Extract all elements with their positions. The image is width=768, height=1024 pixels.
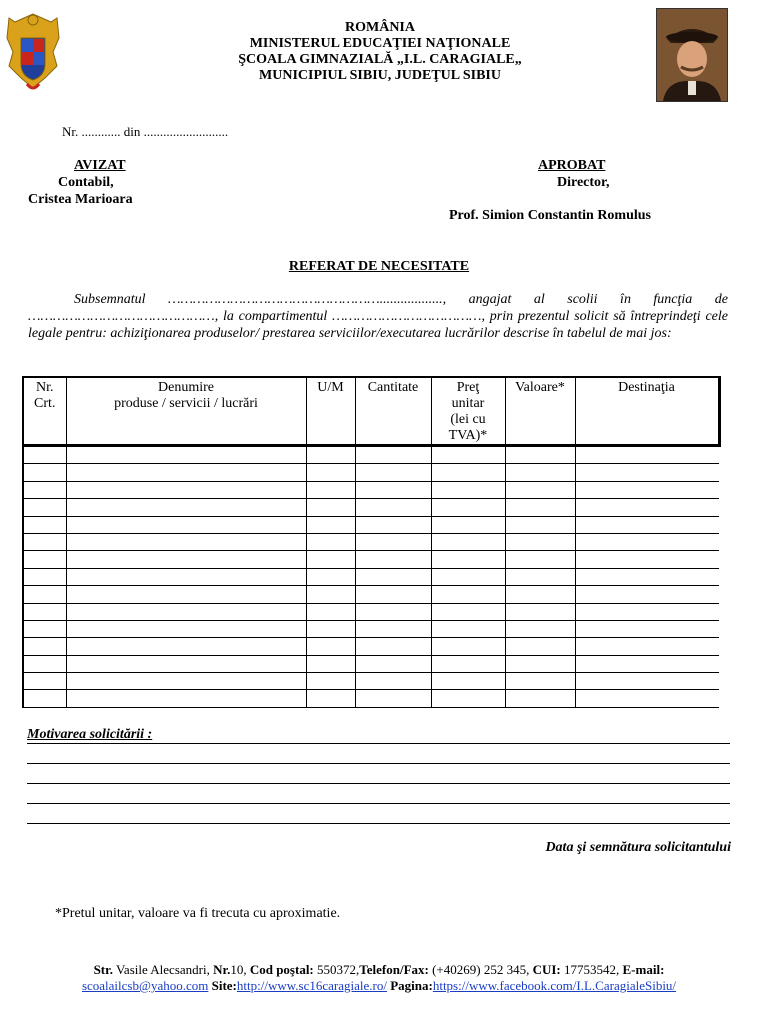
aprobat-heading: APROBAT	[538, 158, 606, 173]
table-cell[interactable]	[306, 481, 355, 498]
table-cell[interactable]	[355, 533, 431, 550]
email-label: E-mail:	[622, 962, 665, 977]
table-cell[interactable]	[66, 655, 306, 672]
table-cell[interactable]	[505, 446, 575, 464]
facebook-link[interactable]: https://www.facebook.com/I.L.CaragialeSibiu/	[432, 978, 677, 993]
table-cell[interactable]	[431, 586, 505, 603]
table-cell[interactable]	[431, 446, 505, 464]
table-cell[interactable]	[306, 586, 355, 603]
table-row	[23, 655, 719, 672]
table-cell[interactable]	[306, 655, 355, 672]
table-row	[23, 690, 719, 707]
table-cell[interactable]	[306, 620, 355, 637]
table-cell[interactable]	[431, 620, 505, 637]
table-cell[interactable]	[23, 690, 66, 707]
table-cell[interactable]	[575, 446, 719, 464]
table-cell[interactable]	[355, 481, 431, 498]
avizat-heading: AVIZAT	[74, 158, 126, 173]
motivation-line[interactable]	[27, 783, 730, 784]
table-cell[interactable]	[431, 481, 505, 498]
table-cell[interactable]	[23, 516, 66, 533]
table-cell[interactable]	[431, 673, 505, 690]
table-cell[interactable]	[23, 533, 66, 550]
table-cell[interactable]	[355, 690, 431, 707]
table-cell[interactable]	[431, 464, 505, 481]
table-cell[interactable]	[66, 690, 306, 707]
table-cell[interactable]	[306, 690, 355, 707]
cui-label: CUI:	[532, 962, 561, 977]
table-cell[interactable]	[355, 499, 431, 516]
table-cell[interactable]	[355, 673, 431, 690]
table-cell[interactable]	[306, 568, 355, 585]
table-row	[23, 533, 719, 550]
col-header-um: U/M	[306, 377, 355, 446]
table-row	[23, 673, 719, 690]
table-cell[interactable]	[306, 673, 355, 690]
table-cell[interactable]	[431, 499, 505, 516]
table-cell[interactable]	[575, 673, 719, 690]
table-cell[interactable]	[575, 603, 719, 620]
header-school: ŞCOALA GIMNAZIALĂ „I.L. CARAGIALE„	[238, 52, 522, 67]
table-cell[interactable]	[505, 568, 575, 585]
table-cell[interactable]	[575, 620, 719, 637]
table-cell[interactable]	[505, 673, 575, 690]
table-cell[interactable]	[23, 673, 66, 690]
table-cell[interactable]	[66, 464, 306, 481]
avizat-role: Contabil,	[58, 175, 114, 190]
table-cell[interactable]	[23, 551, 66, 568]
table-cell[interactable]	[306, 603, 355, 620]
table-cell[interactable]	[23, 620, 66, 637]
table-cell[interactable]	[355, 586, 431, 603]
page-label: Pagina:	[386, 978, 433, 993]
table-row	[23, 638, 719, 655]
table-cell[interactable]	[431, 690, 505, 707]
motivation-line[interactable]	[27, 803, 730, 804]
table-cell[interactable]	[505, 620, 575, 637]
col-header-valoare: Valoare*	[505, 377, 575, 446]
aprobat-name: Prof. Simion Constantin Romulus	[449, 208, 652, 223]
motivation-line[interactable]	[27, 823, 730, 824]
table-cell[interactable]	[575, 481, 719, 498]
table-cell[interactable]	[505, 655, 575, 672]
table-cell[interactable]	[66, 603, 306, 620]
motivation-label: Motivarea solicitării :	[27, 727, 153, 742]
col-header-nr: Nr. Crt.	[23, 377, 66, 446]
table-cell[interactable]	[23, 446, 66, 464]
table-cell[interactable]	[355, 620, 431, 637]
table-cell[interactable]	[306, 516, 355, 533]
table-row	[23, 464, 719, 481]
header-country: ROMÂNIA	[345, 20, 415, 35]
table-cell[interactable]	[306, 638, 355, 655]
table-cell[interactable]	[575, 516, 719, 533]
table-cell[interactable]	[431, 516, 505, 533]
avizat-name: Cristea Marioara	[28, 192, 133, 207]
table-cell[interactable]	[66, 481, 306, 498]
table-cell[interactable]	[306, 446, 355, 464]
table-cell[interactable]	[505, 533, 575, 550]
nr-value: 10,	[230, 962, 250, 977]
col-header-destinatia: Destinaţia	[575, 377, 719, 446]
table-cell[interactable]	[23, 638, 66, 655]
table-cell[interactable]	[505, 690, 575, 707]
cui-value: 17753542,	[560, 962, 623, 977]
table-header-row	[23, 377, 719, 446]
signature-label: Data şi semnătura solicitantului	[545, 840, 731, 855]
table-cell[interactable]	[575, 499, 719, 516]
table-cell[interactable]	[575, 638, 719, 655]
table-cell[interactable]	[23, 586, 66, 603]
table-cell[interactable]	[306, 499, 355, 516]
table-cell[interactable]	[66, 551, 306, 568]
table-cell[interactable]	[306, 533, 355, 550]
table-cell[interactable]	[575, 551, 719, 568]
col-header-cantitate: Cantitate	[355, 377, 431, 446]
table-cell[interactable]	[66, 568, 306, 585]
table-cell[interactable]	[355, 516, 431, 533]
caragiale-portrait-image	[656, 8, 728, 102]
table-row	[23, 446, 719, 464]
col-header-pret: Preţ unitar (lei cu TVA)*	[431, 377, 505, 446]
table-cell[interactable]	[431, 568, 505, 585]
table-body	[23, 446, 719, 708]
table-cell[interactable]	[575, 655, 719, 672]
table-cell[interactable]	[575, 568, 719, 585]
table-cell[interactable]	[66, 533, 306, 550]
intro-paragraph: Subsemnatul …………………………………………….................., angajat al scolii în funcţia de ………………………………………, la compartimentul ………………………………, prin prezentul solicit să întreprindeţi cele legale pentru: achiziţionarea produselor/ prestarea serviciilor/executarea lucrărilor descrise în tabelul de mai jos:	[28, 292, 728, 341]
table-cell[interactable]	[431, 603, 505, 620]
table-cell[interactable]	[505, 464, 575, 481]
table-cell[interactable]	[355, 603, 431, 620]
table-cell[interactable]	[355, 568, 431, 585]
table-cell[interactable]	[66, 516, 306, 533]
table-cell[interactable]	[505, 551, 575, 568]
header-ministry: MINISTERUL EDUCAŢIEI NAŢIONALE	[249, 36, 511, 51]
table-cell[interactable]	[23, 603, 66, 620]
table-cell[interactable]	[575, 690, 719, 707]
table-cell[interactable]	[23, 655, 66, 672]
table-cell[interactable]	[66, 499, 306, 516]
table-cell[interactable]	[431, 655, 505, 672]
motivation-line[interactable]	[27, 743, 730, 744]
phone-label: Telefon/Fax:	[359, 962, 429, 977]
table-cell[interactable]	[575, 586, 719, 603]
table-cell[interactable]	[66, 620, 306, 637]
table-cell[interactable]	[505, 603, 575, 620]
table-cell[interactable]	[306, 464, 355, 481]
table-cell[interactable]	[66, 673, 306, 690]
table-row	[23, 499, 719, 516]
table-cell[interactable]	[505, 481, 575, 498]
table-cell[interactable]	[355, 446, 431, 464]
document-title: REFERAT DE NECESITATE	[288, 259, 470, 274]
table-row	[23, 516, 719, 533]
table-cell[interactable]	[23, 499, 66, 516]
table-cell[interactable]	[355, 464, 431, 481]
table-row	[23, 481, 719, 498]
table-row	[23, 586, 719, 603]
table-row	[23, 620, 719, 637]
table-cell[interactable]	[23, 568, 66, 585]
table-cell[interactable]	[431, 638, 505, 655]
table-cell[interactable]	[355, 551, 431, 568]
header-location: MUNICIPIUL SIBIU, JUDEŢUL SIBIU	[259, 68, 501, 83]
nr-label: Nr.	[213, 962, 231, 977]
site-link[interactable]: http://www.sc16caragiale.ro/	[236, 978, 387, 993]
table-row	[23, 568, 719, 585]
table-cell[interactable]	[431, 533, 505, 550]
postal-label: Cod poştal:	[249, 962, 314, 977]
items-table	[22, 376, 721, 708]
table-cell[interactable]	[66, 446, 306, 464]
contact-footer	[0, 962, 758, 994]
table-cell[interactable]	[505, 516, 575, 533]
table-cell[interactable]	[505, 638, 575, 655]
table-cell[interactable]	[355, 638, 431, 655]
institution-header	[150, 20, 610, 84]
table-cell[interactable]	[431, 551, 505, 568]
table-cell[interactable]	[306, 551, 355, 568]
table-cell[interactable]	[505, 586, 575, 603]
table-cell[interactable]	[575, 464, 719, 481]
table-row	[23, 603, 719, 620]
email-link[interactable]: scoalailcsb@yahoo.com	[81, 978, 209, 993]
table-cell[interactable]	[66, 586, 306, 603]
site-label: Site:	[208, 978, 237, 993]
postal-value: 550372,	[313, 962, 360, 977]
phone-value: (+40269) 252 345,	[428, 962, 533, 977]
table-cell[interactable]	[355, 655, 431, 672]
street-label: Str.	[93, 962, 113, 977]
table-cell[interactable]	[66, 638, 306, 655]
table-cell[interactable]	[23, 481, 66, 498]
footnote: *Pretul unitar, valoare va fi trecuta cu aproximatie.	[55, 906, 341, 921]
street-value: Vasile Alecsandri,	[112, 962, 214, 977]
motivation-line[interactable]	[27, 763, 730, 764]
table-cell[interactable]	[23, 464, 66, 481]
romania-coat-of-arms-icon	[3, 8, 63, 94]
table-cell[interactable]	[505, 499, 575, 516]
document-number-line: Nr. ............ din ..........................	[62, 124, 229, 139]
table-row	[23, 551, 719, 568]
aprobat-role: Director,	[557, 175, 610, 190]
table-cell[interactable]	[575, 533, 719, 550]
col-header-denumire: Denumire produse / servicii / lucrări	[66, 377, 306, 446]
